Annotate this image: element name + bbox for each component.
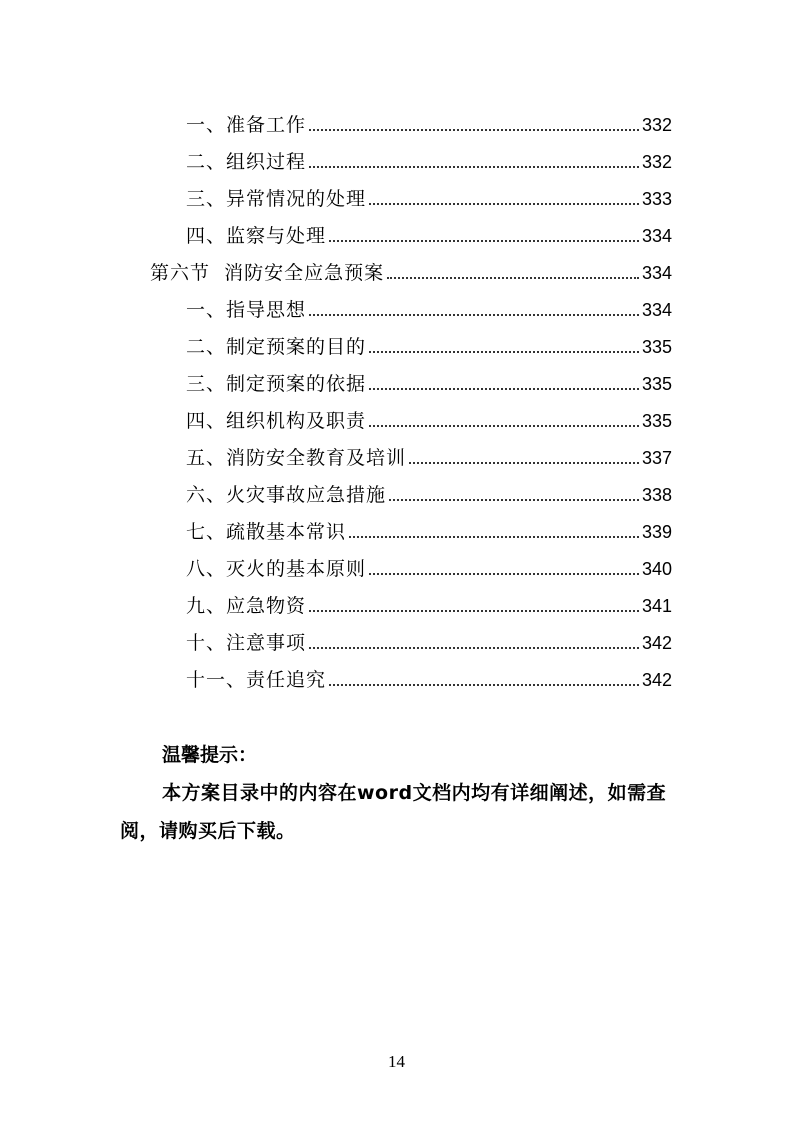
- toc-dot-leader: [309, 129, 639, 131]
- toc-entry-label: 四、监察与处理: [186, 225, 327, 247]
- toc-entry[interactable]: [186, 359, 672, 396]
- download-notice: [120, 736, 676, 850]
- toc-entry-label: 五、消防安全教育及培训: [186, 447, 407, 469]
- toc-dot-leader: [309, 647, 639, 649]
- toc-entry[interactable]: [186, 618, 672, 655]
- toc-entry-page: 342: [641, 633, 672, 653]
- toc-entry-label: 七、疏散基本常识: [186, 521, 347, 543]
- toc-dot-leader: [389, 499, 639, 501]
- toc-entry[interactable]: [186, 470, 672, 507]
- toc-entry[interactable]: [186, 285, 672, 322]
- toc-entry[interactable]: [186, 174, 672, 211]
- toc-entry[interactable]: [186, 544, 672, 581]
- toc-entry-page: 340: [641, 559, 672, 579]
- toc-entry-page: 335: [641, 374, 672, 394]
- toc-dot-leader: [329, 240, 639, 242]
- toc-entry[interactable]: [186, 433, 672, 470]
- toc-dot-leader: [387, 277, 639, 279]
- toc-entry-page: 332: [641, 152, 672, 172]
- toc-entry-page: 334: [641, 300, 672, 320]
- toc-entry-label: 三、制定预案的依据: [186, 373, 367, 395]
- toc-entry-label: 四、组织机构及职责: [186, 410, 367, 432]
- toc-entry[interactable]: [186, 100, 672, 137]
- toc-entry[interactable]: [186, 211, 672, 248]
- toc-dot-leader: [369, 351, 639, 353]
- toc-dot-leader: [409, 462, 639, 464]
- toc-entry-label: 八、灭火的基本原则: [186, 558, 367, 580]
- toc-entry-page: 335: [641, 411, 672, 431]
- toc-entry[interactable]: [186, 396, 672, 433]
- toc-dot-leader: [349, 536, 639, 538]
- toc-entry[interactable]: [186, 507, 672, 544]
- toc-entry-label: 二、组织过程: [186, 151, 307, 173]
- toc-dot-leader: [369, 388, 639, 390]
- toc-dot-leader: [369, 203, 639, 205]
- toc-dot-leader: [309, 610, 639, 612]
- toc-dot-leader: [309, 314, 639, 316]
- toc-dot-leader: [329, 684, 639, 686]
- toc-entry-label: 六、火灾事故应急措施: [186, 484, 387, 506]
- toc-entry[interactable]: [186, 322, 672, 359]
- toc-entry-page: 333: [641, 189, 672, 209]
- toc-entry-label: 二、制定预案的目的: [186, 336, 367, 358]
- toc-entry-page: 335: [641, 337, 672, 357]
- toc-entry-label: 一、指导思想: [186, 299, 307, 321]
- toc-entry-page: 332: [641, 115, 672, 135]
- toc-entry-label: 九、应急物资: [186, 595, 307, 617]
- toc-dot-leader: [309, 166, 639, 168]
- toc-entry-page: 334: [641, 263, 672, 283]
- toc-entry-page: 334: [641, 226, 672, 246]
- toc-entry-page: 342: [641, 670, 672, 690]
- toc-entry-label: 十一、责任追究: [186, 669, 327, 691]
- toc-entry-section[interactable]: [150, 248, 672, 285]
- toc-dot-leader: [369, 425, 639, 427]
- toc-entry-page: 341: [641, 596, 672, 616]
- page-number: 14: [388, 1052, 405, 1071]
- toc-entry-page: 339: [641, 522, 672, 542]
- toc-entry-label: 三、异常情况的处理: [186, 188, 367, 210]
- toc-entry-label: 一、准备工作: [186, 114, 307, 136]
- toc-entry[interactable]: [186, 655, 672, 692]
- toc-dot-leader: [369, 573, 639, 575]
- toc-entry-page: 337: [641, 448, 672, 468]
- notice-body: 本方案目录中的内容在word文档内均有详细阐述，如需查阅，请购买后下载。: [120, 782, 667, 842]
- toc-entry[interactable]: [186, 137, 672, 174]
- toc-entry-label: 十、注意事项: [186, 632, 307, 654]
- toc-entry-page: 338: [641, 485, 672, 505]
- notice-title: 温馨提示：: [162, 744, 258, 766]
- toc-entry-label: 第六节 消防安全应急预案: [150, 262, 385, 284]
- toc-entry[interactable]: [186, 581, 672, 618]
